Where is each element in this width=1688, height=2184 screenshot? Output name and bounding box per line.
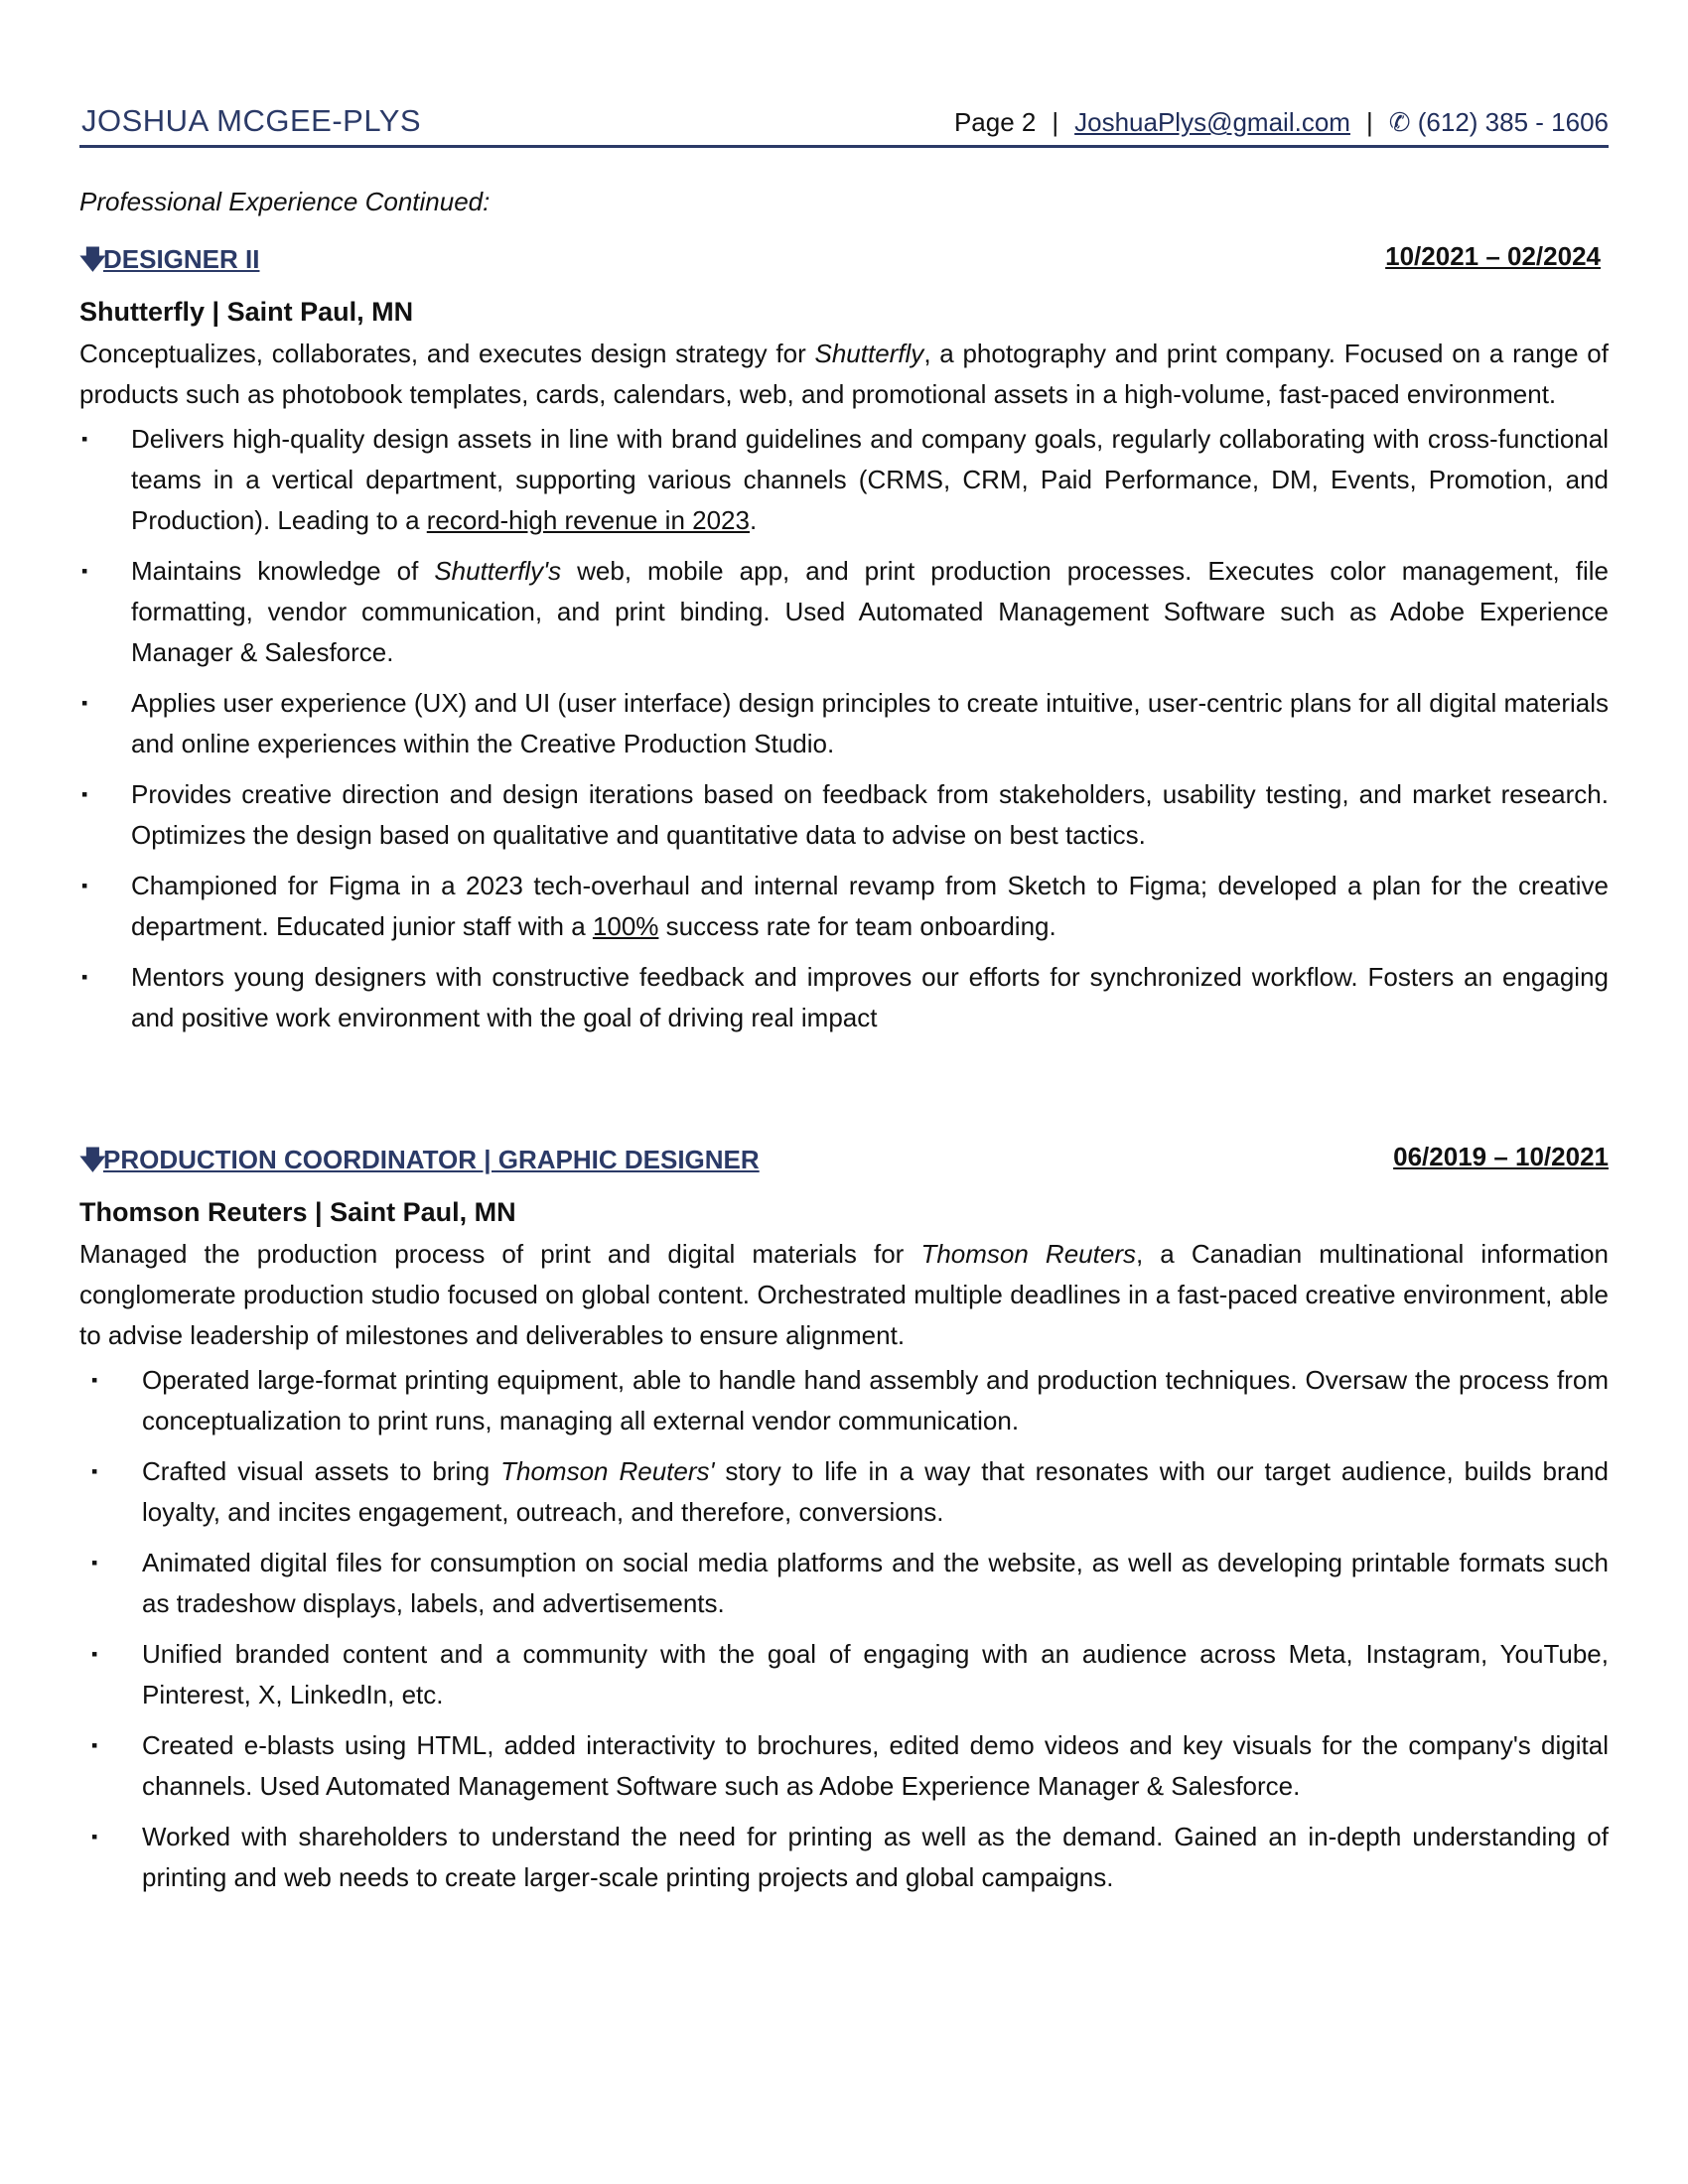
- text: Provides creative direction and design iterations based on feedback from stakeholders, usability testing, and market research. Optimizes the design based on qualitative and quantitative data to advise on best tactics.: [131, 779, 1609, 850]
- job-title: PRODUCTION COORDINATOR | GRAPHIC DESIGNER: [103, 1145, 760, 1174]
- text: Delivers high-quality design assets in line with brand guidelines and company goals, regularly collaborating with cross-functional teams in a vertical department, supporting various channels (CRMS, CRM, Paid Performance, DM, Events, Promotion, and Production). Leading to a: [131, 424, 1609, 535]
- phone-number: (612) 385 - 1606: [1417, 107, 1609, 137]
- job-summary: [79, 334, 1609, 415]
- job-title: DESIGNER II: [103, 244, 260, 274]
- text: .: [749, 505, 758, 535]
- text: Maintains knowledge of: [131, 556, 435, 586]
- text: Managed the production process of print and digital materials for: [79, 1239, 921, 1269]
- text: Championed for Figma in a 2023 tech-overhaul and internal revamp from Sketch to Figma; developed a plan for the creative department. Educated junior staff with a: [131, 871, 1609, 941]
- arrow-down-icon: 🡇: [79, 244, 106, 274]
- section-title: Professional Experience Continued:: [79, 187, 491, 216]
- text: Worked with shareholders to understand the need for printing as well as the demand. Gained an in-depth understanding of printing and web needs to create larger-scale printing projects and global campaigns.: [142, 1822, 1609, 1892]
- list-item: ▪ Animated digital files for consumption on social media platforms and the website, as well as developing printable formats such as tradeshow displays, labels, and advertisements.: [91, 1548, 1609, 1618]
- text: Conceptualizes, collaborates, and executes design strategy for: [79, 339, 815, 368]
- job-dates: 06/2019 – 10/2021: [1393, 1142, 1609, 1171]
- text: 100%: [592, 911, 659, 941]
- job-summary: [79, 1234, 1609, 1356]
- list-item: ▪ Championed for Figma in a 2023 tech-overhaul and internal revamp from Sketch to Figma; developed a plan for the creative department. Educated junior staff with a 100% success rate for team onboarding.: [81, 871, 1609, 941]
- text: web, mobile app, and print production processes. Executes color management, file formatting, vendor communication, and print binding. Used Automated Management Software such as Adobe Experience Manager & Salesforce.: [131, 556, 1609, 667]
- text: Thomson Reuters': [500, 1456, 715, 1486]
- text: , a Canadian multinational information conglomerate production studio focused on global content. Orchestrated multiple deadlines in a fast-paced creative environment, able to advise leadership of milestones and deliverables to ensure alignment.: [79, 1239, 1609, 1350]
- text: success rate for team onboarding.: [658, 911, 1056, 941]
- text: Operated large-format printing equipment, able to handle hand assembly and production techniques. Oversaw the process from conceptualization to print runs, managing all external vendor communication.: [142, 1365, 1609, 1435]
- text: Animated digital files for consumption on social media platforms and the website, as well as developing printable formats such as tradeshow displays, labels, and advertisements.: [142, 1548, 1609, 1618]
- page-header: [79, 99, 1609, 148]
- page-number: Page 2: [953, 107, 1037, 137]
- text: , a photography and print company. Focused on a range of products such as photobook templates, cards, calendars, web, and promotional assets in a high-volume, fast-paced environment.: [79, 339, 1609, 409]
- list-item: ▪ Delivers high-quality design assets in line with brand guidelines and company goals, regularly collaborating with cross-functional teams in a vertical department, supporting various channels (CRMS, CRM, Paid Performance, DM, Events, Promotion, and Production). Leading to a record-high revenue in 2023.: [81, 424, 1609, 535]
- bullet-list: [79, 419, 1609, 1038]
- text: Unified branded content and a community with the goal of engaging with an audience across Meta, Instagram, YouTube, Pinterest, X, LinkedIn, etc.: [142, 1639, 1609, 1709]
- list-item: ▪ Maintains knowledge of Shutterfly's web, mobile app, and print production processes. Executes color management, file formatting, vendor communication, and print binding. Used Automated Management Software such as Adobe Experience Manager & Salesforce.: [81, 556, 1609, 667]
- list-item: ▪ Crafted visual assets to bring Thomson Reuters' story to life in a way that resonates with our target audience, builds brand loyalty, and incites engagement, outreach, and therefore, conversions.: [91, 1456, 1609, 1527]
- separator: |: [1365, 107, 1373, 137]
- text: Shutterfly: [814, 339, 924, 368]
- text: story to life in a way that resonates with our target audience, builds brand loyalty, and incites engagement, outreach, and therefore, conversions.: [142, 1456, 1609, 1527]
- list-item: ▪ Applies user experience (UX) and UI (user interface) design principles to create intuitive, user-centric plans for all digital materials and online experiences within the Creative Production Studio.: [81, 688, 1609, 758]
- text: Created e-blasts using HTML, added interactivity to brochures, edited demo videos and key visuals for the company's digital channels. Used Automated Management Software such as Adobe Experience Manager & Salesforce.: [142, 1730, 1609, 1801]
- list-item: ▪ Mentors young designers with constructive feedback and improves our efforts for synchronized workflow. Fosters an engaging and positive work environment with the goal of driving real impact: [81, 962, 1609, 1032]
- job-2: [79, 1142, 1609, 1908]
- text: record-high revenue in 2023: [426, 505, 750, 535]
- text: Crafted visual assets to bring: [142, 1456, 501, 1486]
- text: Shutterfly's: [434, 556, 562, 586]
- separator: |: [1052, 107, 1059, 137]
- list-item: ▪ Provides creative direction and design iterations based on feedback from stakeholders, usability testing, and market research. Optimizes the design based on qualitative and quantitative data to advise on best tactics.: [81, 779, 1609, 850]
- company: Thomson Reuters | Saint Paul, MN: [79, 1197, 516, 1227]
- company: Shutterfly | Saint Paul, MN: [79, 297, 414, 327]
- bullet-list: [79, 1360, 1609, 1898]
- job-1: [79, 241, 1609, 1048]
- job-heading: [79, 1142, 1609, 1185]
- text: Applies user experience (UX) and UI (user interface) design principles to create intuitive, user-centric plans for all digital materials and online experiences within the Creative Production Studio.: [131, 688, 1609, 758]
- text: Mentors young designers with constructive feedback and improves our efforts for synchronized workflow. Fosters an engaging and positive work environment with the goal of driving real impact: [131, 962, 1609, 1032]
- text: Thomson Reuters: [920, 1239, 1136, 1269]
- job-heading: [79, 241, 1609, 285]
- list-item: ▪ Worked with shareholders to understand the need for printing as well as the demand. Gained an in-depth understanding of printing and web needs to create larger-scale printing projects and global campaigns.: [91, 1822, 1609, 1892]
- arrow-down-icon: 🡇: [79, 1145, 106, 1174]
- list-item: ▪ Created e-blasts using HTML, added interactivity to brochures, edited demo videos and key visuals for the company's digital channels. Used Automated Management Software such as Adobe Experience Manager & Salesforce.: [91, 1730, 1609, 1801]
- phone-icon: ✆: [1388, 107, 1411, 137]
- candidate-name: JOSHUA MCGEE-PLYS: [81, 103, 422, 138]
- job-dates: 10/2021 – 02/2024: [1385, 241, 1601, 271]
- list-item: ▪ Unified branded content and a community with the goal of engaging with an audience across Meta, Instagram, YouTube, Pinterest, X, LinkedIn, etc.: [91, 1639, 1609, 1709]
- contact-line: [954, 107, 1609, 138]
- email-link[interactable]: JoshuaPlys@gmail.com: [1074, 107, 1350, 137]
- list-item: ▪ Operated large-format printing equipment, able to handle hand assembly and production techniques. Oversaw the process from conceptualization to print runs, managing all external vendor communication.: [91, 1365, 1609, 1435]
